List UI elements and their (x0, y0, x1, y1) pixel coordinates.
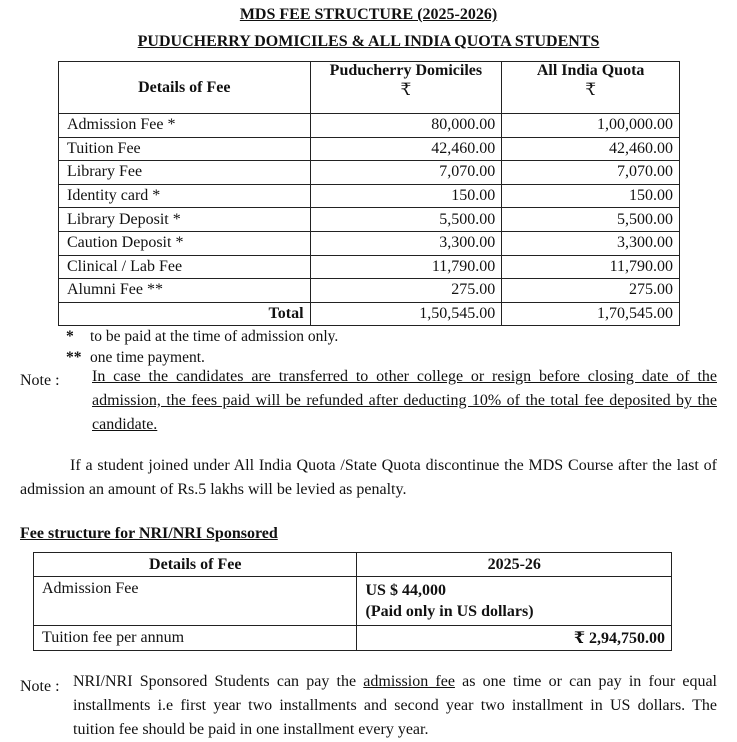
fee-all-india: 5,500.00 (502, 208, 680, 232)
page-subtitle: PUDUCHERRY DOMICILES & ALL INDIA QUOTA STUDENTS (137, 33, 600, 50)
fee-puducherry: 275.00 (310, 279, 502, 303)
fee-label: Clinical / Lab Fee (59, 255, 311, 279)
fee-all-india: 11,790.00 (502, 255, 680, 279)
fee-all-india: 150.00 (502, 184, 680, 208)
total-label: Total (59, 302, 311, 326)
fee-label: Alumni Fee ** (59, 279, 311, 303)
fee-row (59, 208, 680, 232)
page-title: MDS FEE STRUCTURE (2025-2026) (239, 6, 498, 23)
note-label: Note : (20, 372, 60, 389)
fee-label: Library Deposit * (59, 208, 311, 232)
nri-admission-amount: US $ 44,000 (365, 582, 446, 599)
header-puducherry: Puducherry Domiciles ₹ (310, 62, 502, 114)
total-puducherry: 1,50,545.00 (310, 302, 502, 326)
nri-header-year: 2025-26 (357, 553, 672, 577)
fee-label: Identity card * (59, 184, 311, 208)
fee-table (58, 61, 680, 326)
nri-fee-table (33, 552, 672, 651)
fee-puducherry: 80,000.00 (310, 114, 502, 138)
fee-all-india: 3,300.00 (502, 231, 680, 255)
fee-all-india: 42,460.00 (502, 137, 680, 161)
fee-all-india: 1,00,000.00 (502, 114, 680, 138)
nri-admission-amount-cell (357, 577, 672, 626)
fee-puducherry: 150.00 (310, 184, 502, 208)
fee-label: Admission Fee * (59, 114, 311, 138)
footnote-1: * to be paid at the time of admission only. (66, 328, 339, 345)
fee-row (59, 231, 680, 255)
fee-row (59, 137, 680, 161)
header-all-india: All India Quota ₹ (502, 62, 680, 114)
fee-label: Caution Deposit * (59, 231, 311, 255)
fee-label: Library Fee (59, 161, 311, 185)
nri-admission-note: (Paid only in US dollars) (365, 603, 534, 620)
fee-label: Tuition Fee (59, 137, 311, 161)
fee-puducherry: 42,460.00 (310, 137, 502, 161)
footnote-2: ** one time payment. (66, 349, 205, 366)
total-all-india: 1,70,545.00 (502, 302, 680, 326)
total-row (59, 302, 680, 326)
note2-label: Note : (20, 678, 60, 695)
fee-all-india: 7,070.00 (502, 161, 680, 185)
refund-note: In case the candidates are transferred to other college or resign before closing date of the admission, the fees paid will be refunded after deducting 10% of the total fee deposited by the candidate. (92, 368, 717, 433)
nri-tuition-label: Tuition fee per annum (34, 626, 357, 651)
nri-heading: Fee structure for NRI/NRI Sponsored (20, 525, 278, 542)
nri-admission-label: Admission Fee (34, 577, 357, 626)
fee-puducherry: 5,500.00 (310, 208, 502, 232)
fee-row (59, 279, 680, 303)
rupee-icon: ₹ (585, 80, 597, 99)
penalty-paragraph: If a student joined under All India Quota /State Quota discontinue the MDS Course after the last of admission an amount of Rs.5 lakhs will be levied as penalty. (20, 457, 717, 498)
fee-puducherry: 7,070.00 (310, 161, 502, 185)
fee-puducherry: 11,790.00 (310, 255, 502, 279)
nri-header-details: Details of Fee (34, 553, 357, 577)
fee-all-india: 275.00 (502, 279, 680, 303)
header-details: Details of Fee (59, 62, 311, 114)
fee-puducherry: 3,300.00 (310, 231, 502, 255)
fee-row (59, 184, 680, 208)
admission-fee-link: admission fee (363, 673, 455, 690)
rupee-icon: ₹ (400, 80, 412, 99)
fee-row (59, 114, 680, 138)
fee-row (59, 255, 680, 279)
nri-note: NRI/NRI Sponsored Students can pay the admission fee as one time or can pay in four equal installments i.e first year two installments and second year two installment in US dollars. The tuition fee should be paid in one installment every year. (73, 673, 717, 738)
nri-tuition-amount: ₹ 2,94,750.00 (357, 626, 672, 651)
fee-row (59, 161, 680, 185)
